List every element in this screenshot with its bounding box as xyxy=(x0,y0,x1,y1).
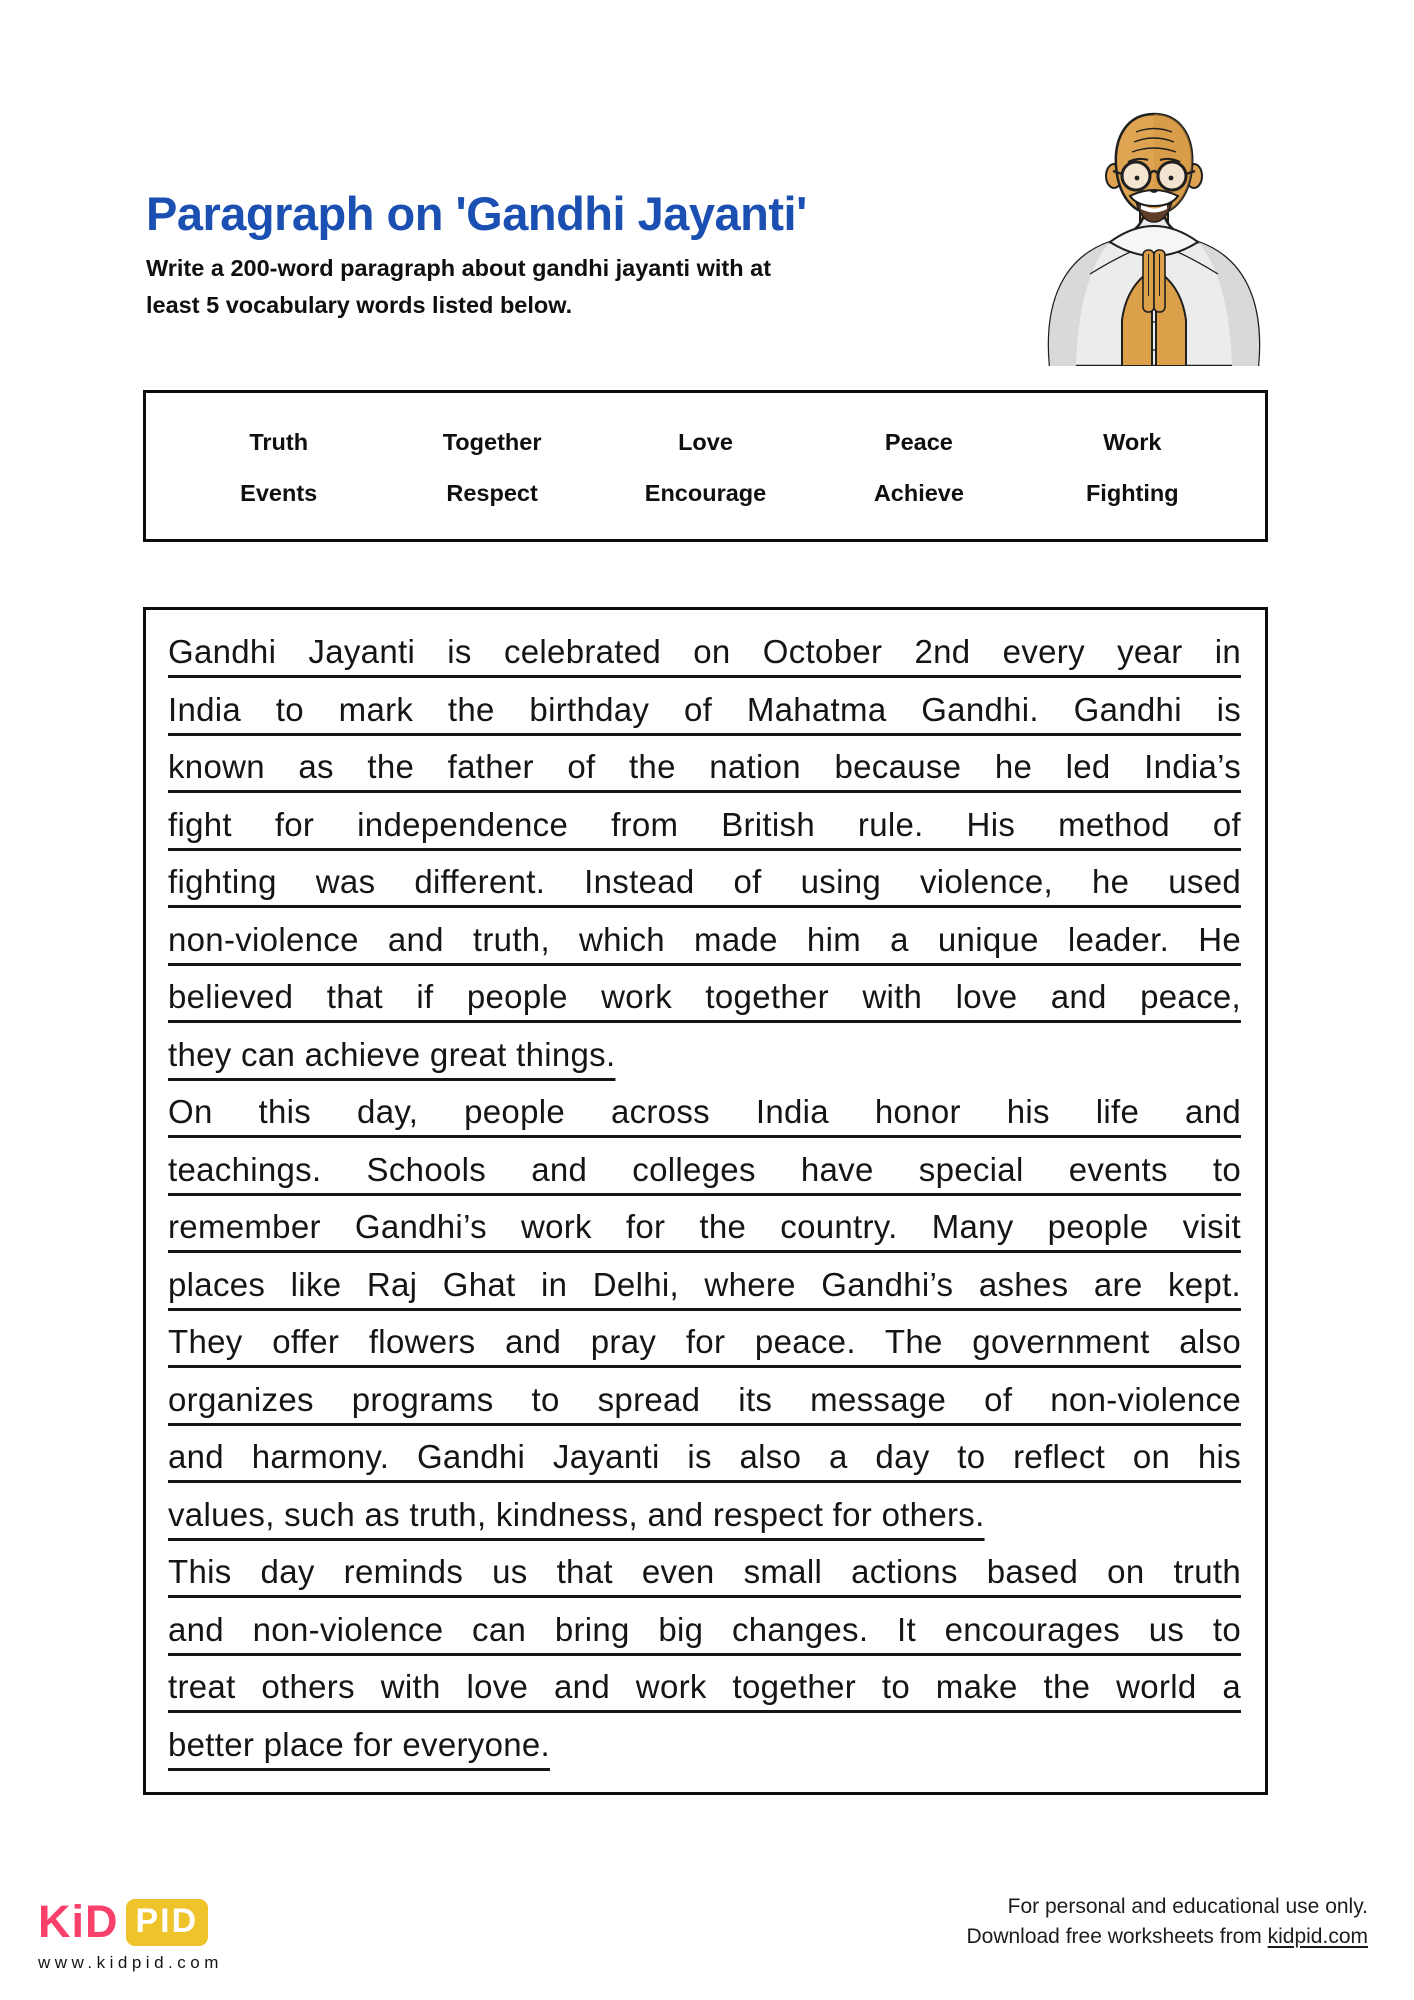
logo-pid-badge: PID xyxy=(126,1899,209,1946)
essay-line: they can achieve great things. xyxy=(168,1035,616,1073)
website-url: www.kidpid.com xyxy=(38,1953,223,1972)
essay-response-box xyxy=(143,607,1268,1795)
kidpid-link[interactable]: kidpid.com xyxy=(1267,1925,1368,1948)
usage-note-line1: For personal and educational use only. xyxy=(1007,1895,1368,1918)
vocab-word: Encourage xyxy=(644,480,767,506)
essay-line: India to mark the birthday of Mahatma Gandhi. Gandhi is xyxy=(168,690,1241,728)
essay-line: non-violence and truth, which made him a unique leader. He xyxy=(168,920,1241,958)
page-title: Paragraph on 'Gandhi Jayanti' xyxy=(146,187,807,240)
gandhi-illustration xyxy=(1034,94,1274,366)
essay-line: This day reminds us that even small actions based on truth xyxy=(168,1553,1241,1590)
essay-line: fighting was different. Instead of using violence, he used xyxy=(168,863,1241,900)
usage-note-line2-prefix: Download free worksheets from xyxy=(966,1925,1268,1948)
essay-line: places like Raj Ghat in Delhi, where Gandhi’s ashes are kept. xyxy=(168,1265,1241,1303)
vocab-word: Peace xyxy=(884,429,953,455)
vocab-word: Truth xyxy=(249,429,309,455)
essay-line: remember Gandhi’s work for the country. Many people visit xyxy=(168,1208,1241,1245)
essay-line: better place for everyone. xyxy=(168,1725,551,1763)
essay-line: values, such as truth, kindness, and respect for others. xyxy=(168,1495,985,1533)
essay-line: teachings. Schools and colleges have special events to xyxy=(168,1150,1241,1188)
logo-kid-text: KiD xyxy=(38,1896,119,1947)
essay-line: treat others with love and work together to make the world a xyxy=(168,1668,1241,1705)
kidpid-logo xyxy=(38,1896,223,1973)
instructions-line-2: least 5 vocabulary words listed below. xyxy=(146,292,573,318)
instructions-line-1: Write a 200-word paragraph about gandhi jayanti with at xyxy=(146,255,772,281)
essay-line: organizes programs to spread its message of non-violence xyxy=(168,1380,1241,1418)
kidpid-logo-row xyxy=(38,1896,223,1948)
essay-line: On this day, people across India honor his life and xyxy=(168,1093,1241,1130)
vocab-word: Fighting xyxy=(1085,480,1179,506)
usage-note-line2 xyxy=(966,1922,1368,1952)
essay-line: fight for independence from British rule. His method of xyxy=(168,805,1241,843)
vocab-word: Work xyxy=(1103,429,1162,455)
essay-line: and non-violence can bring big changes. It encourages us to xyxy=(168,1610,1241,1648)
vocab-word: Together xyxy=(442,429,542,455)
essay-line: believed that if people work together with love and peace, xyxy=(168,978,1241,1015)
essay-line: Gandhi Jayanti is celebrated on October 2nd every year in xyxy=(168,633,1241,670)
vocab-word: Love xyxy=(678,429,733,455)
gandhi-illustration-svg xyxy=(1034,94,1274,366)
vocab-word: Respect xyxy=(446,480,538,506)
vocab-word: Achieve xyxy=(873,480,964,506)
essay-line: and harmony. Gandhi Jayanti is also a day to reflect on his xyxy=(168,1438,1241,1475)
usage-note xyxy=(966,1892,1368,1952)
essay-line: They offer flowers and pray for peace. The government also xyxy=(168,1323,1241,1360)
vocabulary-box xyxy=(143,390,1268,542)
instructions-text xyxy=(146,250,771,324)
vocab-word: Events xyxy=(240,480,318,506)
essay-line: known as the father of the nation because he led India’s xyxy=(168,748,1241,785)
